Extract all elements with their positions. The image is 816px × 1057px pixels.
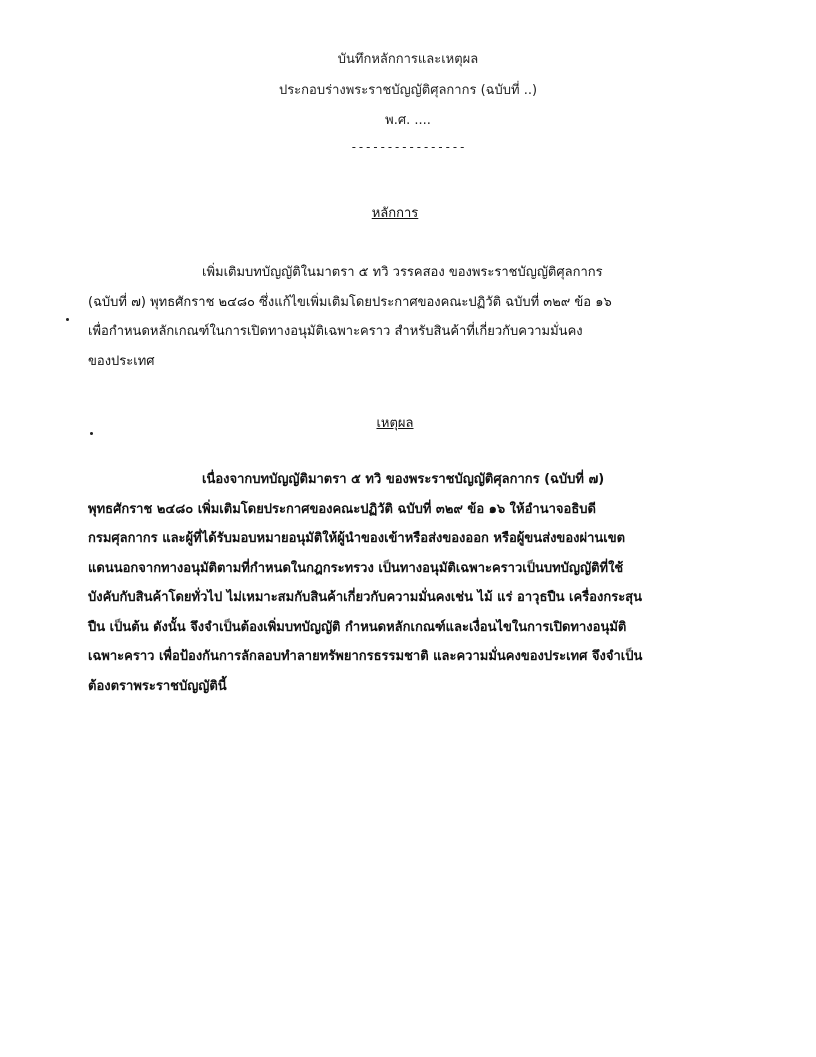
reason-paragraph	[88, 465, 708, 701]
principle-heading: หลักการ	[371, 206, 419, 221]
title-divider: ----------------	[350, 140, 466, 154]
principle-line: (ฉบับที่ ๗) พุทธศักราช ๒๔๘๐ ซึ่งแก้ไขเพิ่มเติมโดยประกาศของคณะปฏิวัติ ฉบับที่ ๓๒๙ ข้อ ๑๖	[88, 294, 612, 310]
scan-speck	[66, 318, 69, 321]
scan-speck	[90, 432, 93, 435]
principle-line: เพิ่มเติมบทบัญญัติในมาตรา ๕ ทวิ วรรคสอง ของพระราชบัญญัติศุลกากร	[202, 265, 603, 280]
bill-year: พ.ศ. ....	[385, 113, 431, 128]
reason-line: เนื่องจากบทบัญญัติมาตรา ๕ ทวิ ของพระราชบัญญัติศุลกากร (ฉบับที่ ๗)	[202, 472, 605, 487]
bill-title: ประกอบร่างพระราชบัญญัติศุลกากร (ฉบับที่ ..)	[278, 83, 538, 98]
reason-line: เฉพาะคราว เพื่อป้องกันการลักลอบทำลายทรัพยากรธรรมชาติ และความมั่นคงของประเทศ จึงจำเป็น	[88, 649, 643, 664]
reason-line: บังคับกับสินค้าโดยทั่วไป ไม่เหมาะสมกับสินค้าเกี่ยวกับความมั่นคงเช่น ไม้ แร่ อาวุธปืน เครื่องกระสุน	[88, 590, 642, 605]
principle-paragraph	[88, 258, 708, 376]
reason-line: กรมศุลกากร และผู้ที่ได้รับมอบหมายอนุมัติให้ผู้นำของเข้าหรือส่งของออก หรือผู้ขนส่งของผ่านเขต	[88, 531, 626, 546]
reason-heading: เหตุผล	[376, 416, 414, 431]
reason-line: ต้องตราพระราชบัญญัตินี้	[88, 678, 227, 694]
principle-line: ของประเทศ	[88, 353, 155, 369]
memo-title: บันทึกหลักการและเหตุผล	[337, 52, 479, 67]
principle-line: เพื่อกำหนดหลักเกณฑ์ในการเปิดทางอนุมัติเฉพาะคราว สำหรับสินค้าที่เกี่ยวกับความมั่นคง	[88, 324, 583, 339]
reason-line: แดนนอกจากทางอนุมัติตามที่กำหนดในกฎกระทรวง เป็นทางอนุมัติเฉพาะคราวเป็นบทบัญญัติที่ใช้	[88, 560, 624, 576]
reason-line: ปืน เป็นต้น ดังนั้น จึงจำเป็นต้องเพิ่มบทบัญญัติ กำหนดหลักเกณฑ์และเงื่อนไขในการเปิดทางอนุมัติ	[88, 619, 627, 635]
reason-line: พุทธศักราช ๒๔๘๐ เพิ่มเติมโดยประกาศของคณะปฏิวัติ ฉบับที่ ๓๒๙ ข้อ ๑๖ ให้อำนาจอธิบดี	[88, 501, 596, 517]
